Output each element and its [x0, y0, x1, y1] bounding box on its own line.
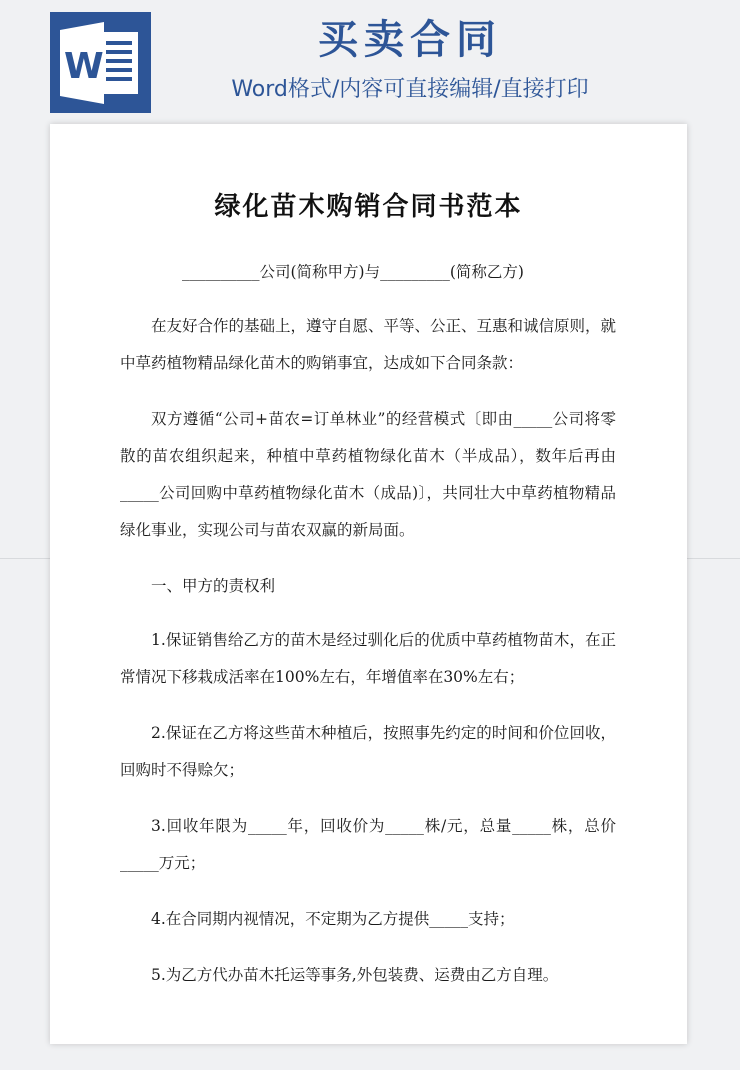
banner-header — [0, 0, 740, 118]
paragraph-model: 双方遵循“公司+苗农=订单林业”的经营模式〔即由_____公司将零散的苗农组织起来，种植中草药植物绿化苗木（半成品），数年后再由_____公司回购中草药植物绿化苗木（成品)〕，共同壮大中草药植物精品绿化事业，实现公司与苗农双赢的新局面。 — [120, 410, 616, 539]
paragraph-intro: 在友好合作的基础上，遵守自愿、平等、公正、互惠和诚信原则，就中草药植物精品绿化苗木的购销事宜，达成如下合同条款： — [120, 317, 617, 372]
banner-title: 买卖合同 — [318, 17, 502, 63]
document-body — [120, 254, 616, 1013]
parties-line: __________公司(简称甲方)与_________(简称乙方) — [182, 263, 524, 281]
word-logo-letter: W — [64, 46, 104, 87]
clause-item: 5.为乙方代办苗木托运等事务,外包装费、运费由乙方自理。 — [151, 966, 559, 984]
document-page — [50, 124, 687, 1044]
section-heading: 一、甲方的责权利 — [151, 577, 276, 595]
word-app-icon — [50, 12, 151, 113]
clause-item: 2.保证在乙方将这些苗木种植后，按照事先约定的时间和价位回收，回购时不得赊欠； — [120, 724, 616, 779]
clause-item: 1.保证销售给乙方的苗木是经过驯化后的优质中草药植物苗木，在正常情况下移栽成活率在100%左右，年增值率在30%左右； — [120, 631, 616, 686]
document-title: 绿化苗木购销合同书范本 — [214, 192, 523, 222]
banner-subtitle: Word格式/内容可直接编辑/直接打印 — [231, 77, 589, 102]
clause-item: 4.在合同期内视情况，不定期为乙方提供_____支持； — [151, 910, 515, 928]
clause-item: 3.回收年限为_____年，回收价为_____株/元，总量_____株，总价_____万元； — [120, 817, 616, 872]
